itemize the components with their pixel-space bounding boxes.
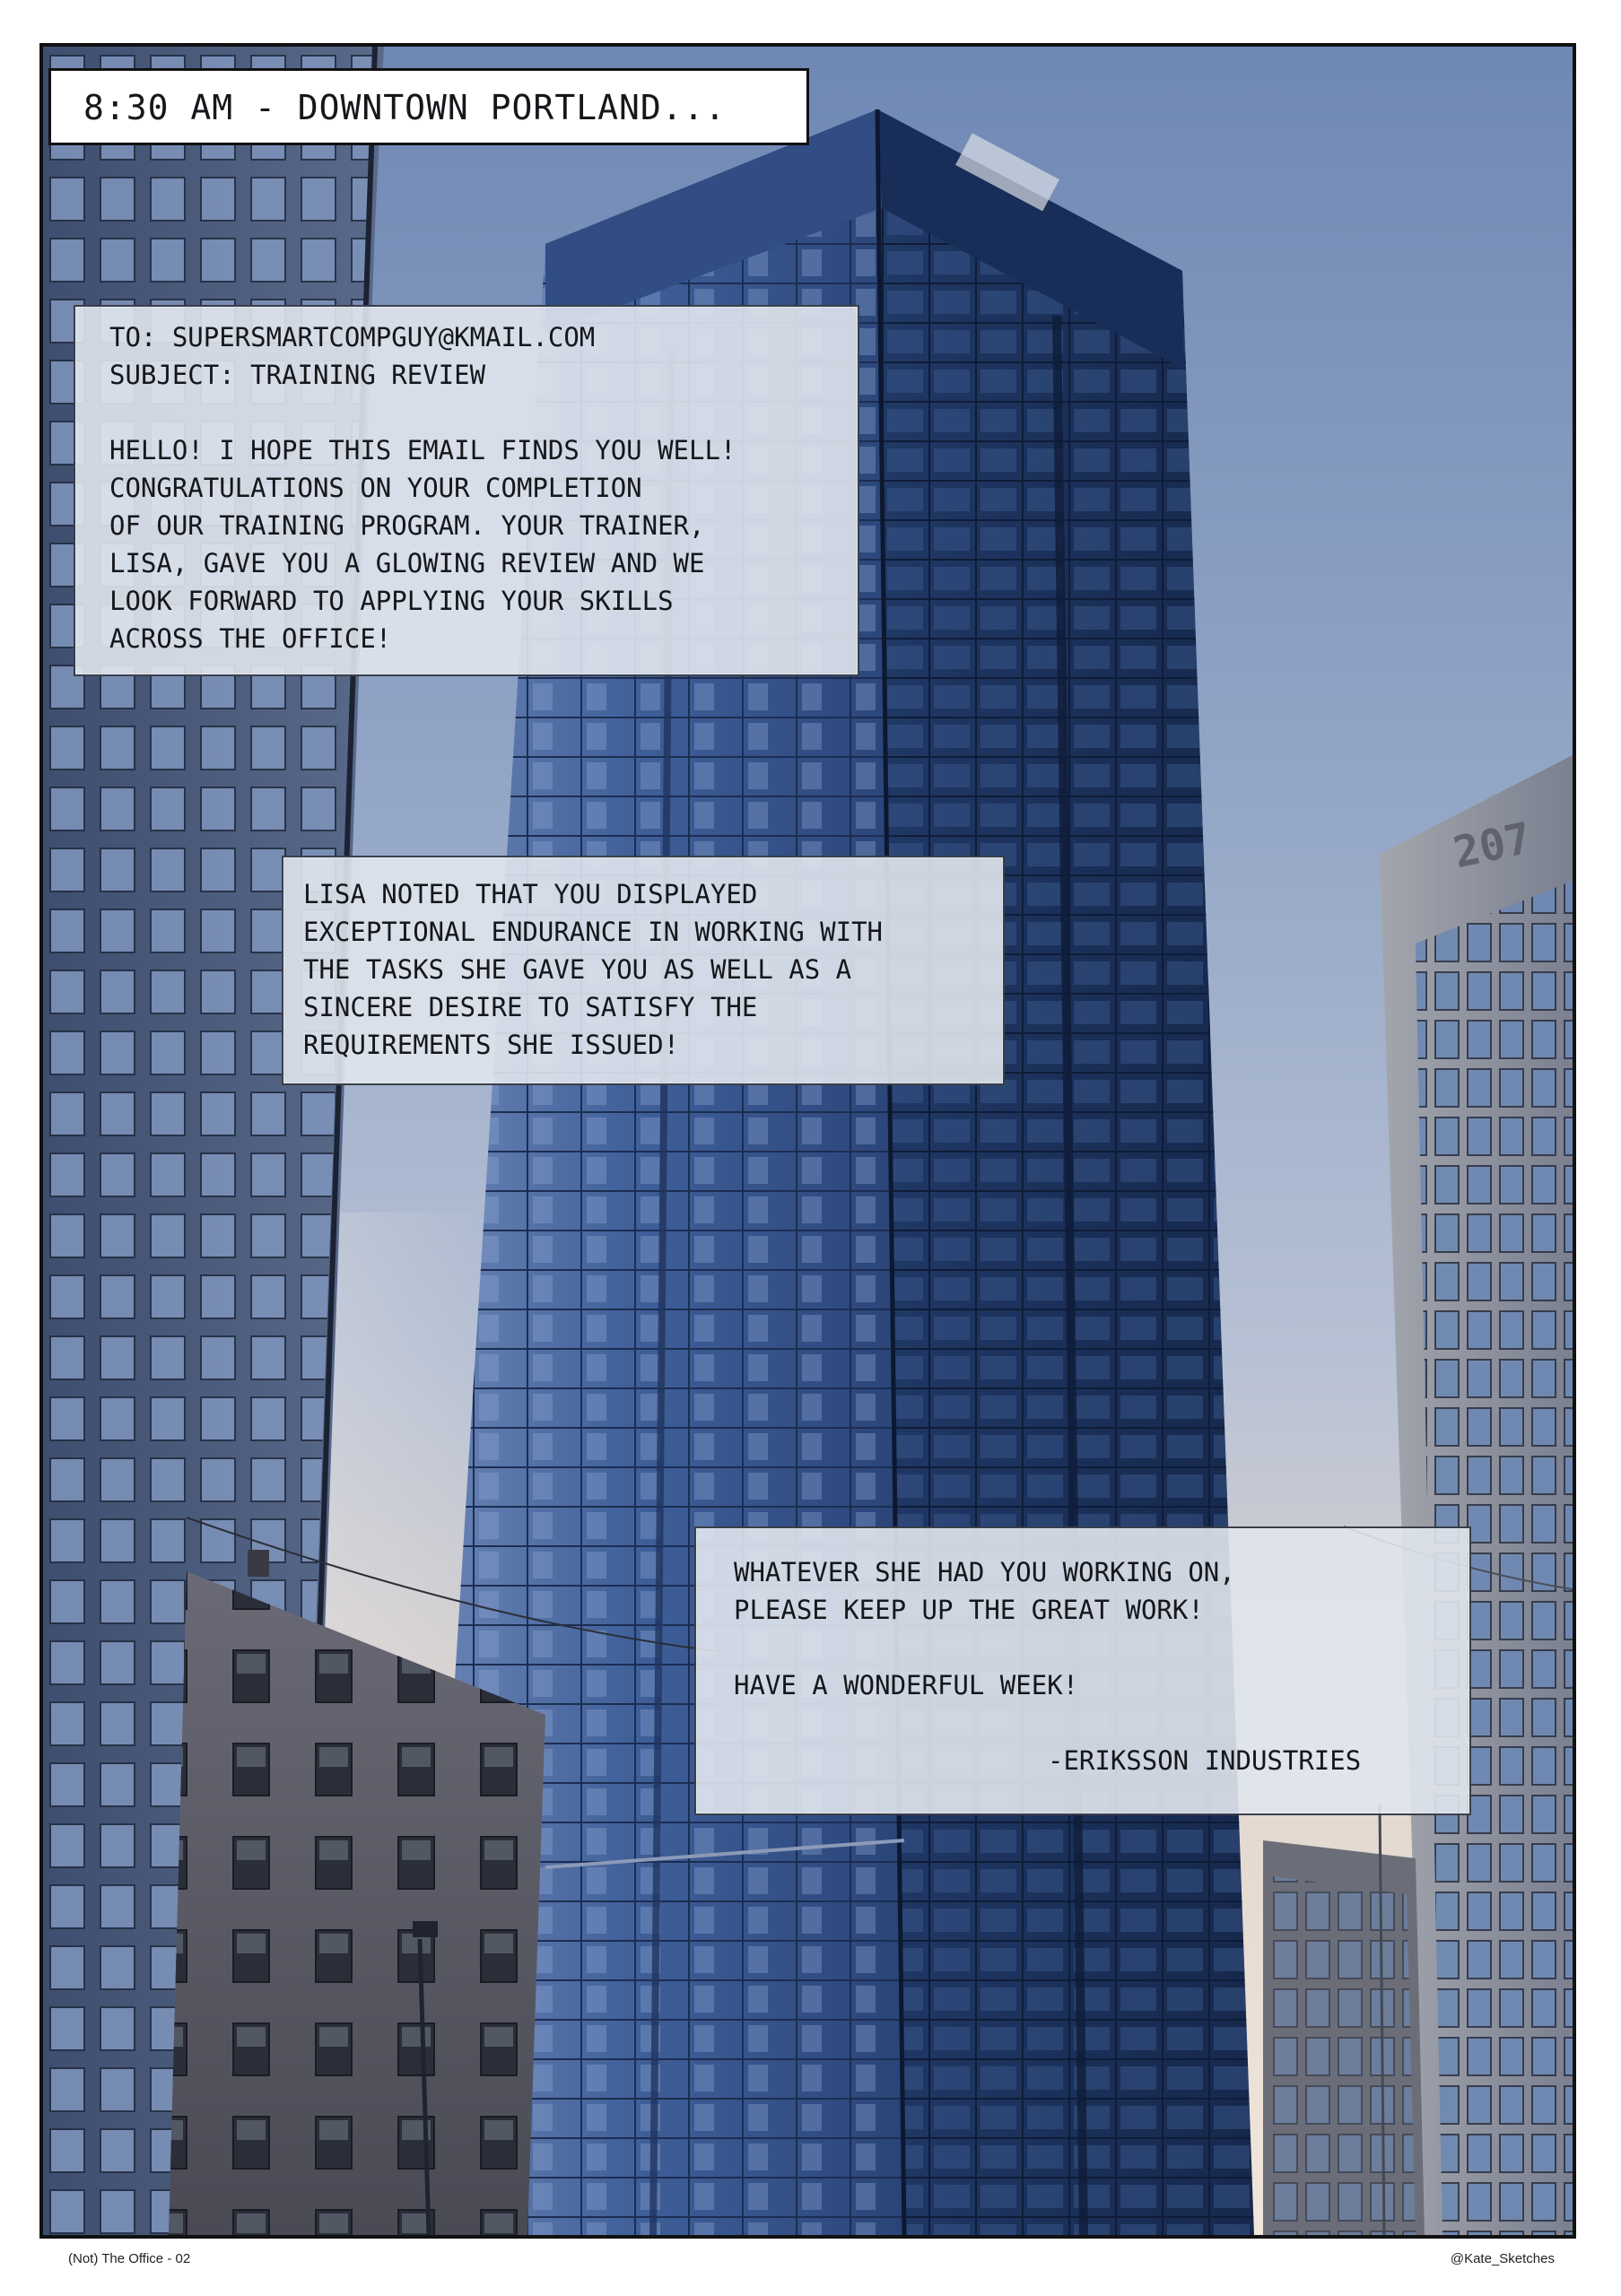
closing-farewell: HAVE A WONDERFUL WEEK!	[734, 1670, 1079, 1700]
email-body-line: HELLO! I HOPE THIS EMAIL FINDS YOU WELL!	[109, 435, 736, 465]
closing-signature: -ERIKSSON INDUSTRIES	[1048, 1745, 1362, 1776]
artist-handle: @Kate_Sketches	[1450, 2251, 1555, 2266]
email-body-line: CONGRATULATIONS ON YOUR COMPLETION	[109, 473, 642, 503]
lisa-review-caption-box	[282, 856, 1005, 1085]
location-caption-text: 8:30 AM - DOWNTOWN PORTLAND...	[83, 88, 727, 127]
email-body-line: LOOK FORWARD TO APPLYING YOUR SKILLS	[109, 586, 674, 616]
lisa-caption-line: THE TASKS SHE GAVE YOU AS WELL AS A	[303, 954, 852, 985]
email-caption-box	[74, 305, 859, 676]
closing-caption-box	[694, 1526, 1471, 1815]
lisa-caption-line: LISA NOTED THAT YOU DISPLAYED	[303, 879, 758, 909]
lisa-caption-line: EXCEPTIONAL ENDURANCE IN WORKING WITH	[303, 917, 884, 947]
email-body-line: LISA, GAVE YOU A GLOWING REVIEW AND WE	[109, 548, 705, 578]
building-number-sign: 207	[1449, 813, 1536, 879]
location-caption	[48, 68, 809, 145]
closing-spacer	[734, 1704, 1469, 1742]
closing-caption-line: WHATEVER SHE HAD YOU WORKING ON,	[734, 1557, 1235, 1587]
email-body-line: OF OUR TRAINING PROGRAM. YOUR TRAINER,	[109, 510, 705, 541]
email-to-line: TO: SUPERSMARTCOMPGUY@KMAIL.COM	[109, 322, 596, 352]
email-body-line: ACROSS THE OFFICE!	[109, 623, 392, 654]
closing-caption-line: PLEASE KEEP UP THE GREAT WORK!	[734, 1595, 1204, 1625]
email-spacer	[109, 394, 858, 431]
email-subject-line: SUBJECT: TRAINING REVIEW	[109, 360, 486, 390]
lisa-caption-line: SINCERE DESIRE TO SATISFY THE	[303, 992, 758, 1022]
lisa-caption-line: REQUIREMENTS SHE ISSUED!	[303, 1030, 680, 1060]
page-label: (Not) The Office - 02	[68, 2251, 191, 2266]
closing-spacer	[734, 1629, 1469, 1666]
